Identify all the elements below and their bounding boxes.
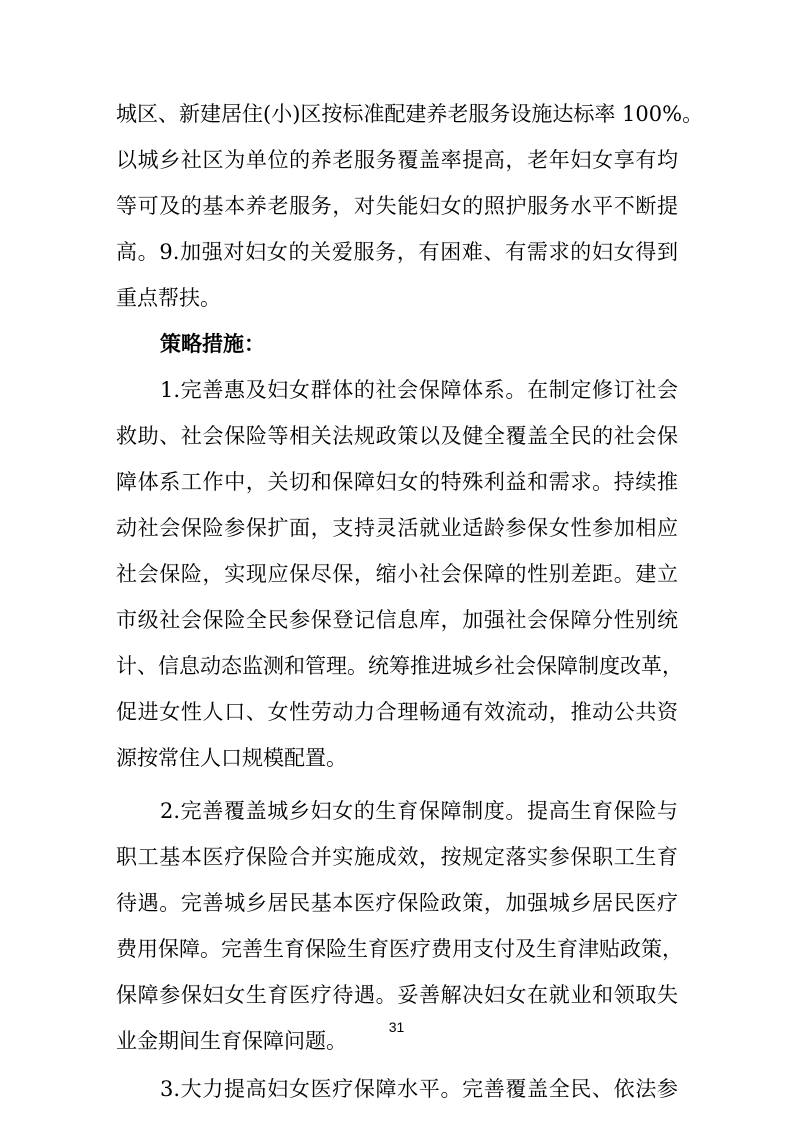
text-line: 促进女性人口、女性劳动力合理畅通有效流动，推动公共资 bbox=[116, 700, 678, 724]
text-line: 障体系工作中，关切和保障妇女的特殊利益和需求。持续推 bbox=[116, 470, 678, 494]
text-line: 职工基本医疗保险合并实施成效，按规定落实参保职工生育 bbox=[116, 845, 678, 869]
text-line: 等可及的基本养老服务，对失能妇女的照护服务水平不断提 bbox=[116, 194, 678, 218]
text-line: 业金期间生育保障问题。 bbox=[116, 1029, 347, 1053]
paragraph-start: 2.完善覆盖城乡妇女的生育保障制度。提高生育保险与 bbox=[160, 799, 678, 823]
text-line: 城区、新建居住(小)区按标准配建养老服务设施达标率 100%。 bbox=[116, 102, 704, 126]
text-line: 市级社会保险全民参保登记信息库，加强社会保障分性别统 bbox=[116, 608, 678, 632]
section-heading: 策略措施： bbox=[160, 332, 265, 356]
text-line: 动社会保险参保扩面，支持灵活就业适龄参保女性参加相应 bbox=[116, 516, 678, 540]
paragraph-start: 3.大力提高妇女医疗保障水平。完善覆盖全民、依法参 bbox=[160, 1077, 678, 1101]
text-line: 高。9.加强对妇女的关爱服务，有困难、有需求的妇女得到 bbox=[116, 240, 678, 264]
text-line: 费用保障。完善生育保险生育医疗费用支付及生育津贴政策， bbox=[116, 937, 683, 961]
page-number: 31 bbox=[388, 1019, 405, 1035]
paragraph-start: 1.完善惠及妇女群体的社会保障体系。在制定修订社会 bbox=[160, 378, 678, 402]
text-line: 待遇。完善城乡居民基本医疗保险政策，加强城乡居民医疗 bbox=[116, 891, 678, 915]
text-line: 源按常住人口规模配置。 bbox=[116, 746, 347, 770]
text-line: 社会保险，实现应保尽保，缩小社会保障的性别差距。建立 bbox=[116, 562, 678, 586]
text-line: 重点帮扶。 bbox=[116, 286, 221, 310]
text-line: 救助、社会保险等相关法规政策以及健全覆盖全民的社会保 bbox=[116, 424, 678, 448]
text-line: 计、信息动态监测和管理。统筹推进城乡社会保障制度改革， bbox=[116, 654, 683, 678]
text-line: 保障参保妇女生育医疗待遇。妥善解决妇女在就业和领取失 bbox=[116, 983, 678, 1007]
text-line: 以城乡社区为单位的养老服务覆盖率提高，老年妇女享有均 bbox=[116, 148, 678, 172]
